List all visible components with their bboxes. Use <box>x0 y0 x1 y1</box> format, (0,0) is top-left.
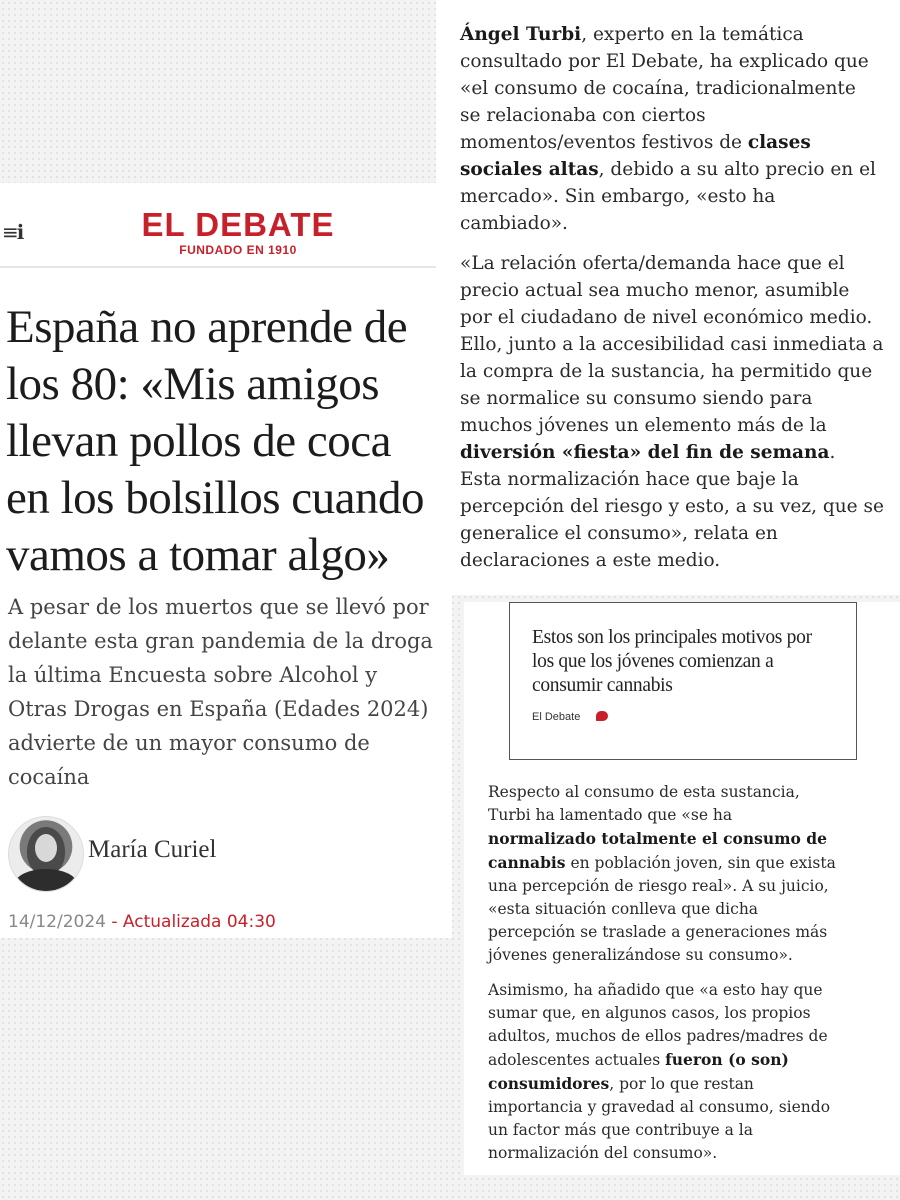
paragraph-line: una percepción de riesgo real». A su juicio, <box>488 877 829 895</box>
paragraph-line: Ángel Turbi, experto en la temática <box>460 24 804 45</box>
menu-icon[interactable]: ≡ℹ <box>2 220 23 244</box>
paragraph-line: adultos, muchos de ellos padres/madres de <box>488 1027 828 1045</box>
site-logo[interactable] <box>120 207 356 257</box>
paragraph-line: «La relación oferta/demanda hace que el <box>460 253 845 274</box>
paragraph-line: generalice el consumo», relata en <box>460 523 778 544</box>
lede-line: la última Encuesta sobre Alcohol y <box>8 663 378 687</box>
paragraph-line: declaraciones a este medio. <box>460 550 721 571</box>
paragraph-line: mercado». Sin embargo, «esto ha <box>460 186 776 207</box>
comment-bubble-icon <box>596 711 608 721</box>
lede-line: advierte de un mayor consumo de <box>8 731 370 755</box>
logo-subtitle: FUNDADO EN 1910 <box>179 243 297 257</box>
lede-line: Otras Drogas en España (Edades 2024) <box>8 697 429 721</box>
paragraph-line: consultado por El Debate, ha explicado que <box>460 51 869 72</box>
paragraph-line: Turbi ha lamentado que «se ha <box>488 806 733 824</box>
paragraph-line: «el consumo de cocaína, tradicionalmente <box>460 78 856 99</box>
paragraph-line: se relacionaba con ciertos <box>460 105 706 126</box>
author-avatar[interactable] <box>8 816 84 892</box>
paragraph-line: por el ciudadano de nivel económico medio. <box>460 307 873 328</box>
paragraph-line: normalización del consumo». <box>488 1144 718 1162</box>
article-headline <box>6 299 452 584</box>
headline-line: España no aprende de <box>6 301 408 353</box>
lede-line: cocaína <box>8 765 90 789</box>
paragraph-line: normalizado totalmente el consumo de <box>488 829 827 848</box>
logo-title: EL DEBATE <box>141 206 335 243</box>
paragraph-line: consumidores, por lo que restan <box>488 1074 754 1093</box>
paragraph-line: precio actual sea mucho menor, asumible <box>460 280 850 301</box>
continuation-card <box>464 602 900 1175</box>
updated-time: - Actualizada 04:30 <box>111 912 276 932</box>
related-article-source: El Debate <box>532 711 581 723</box>
article-lede <box>8 590 452 794</box>
paragraph-line: «esta situación conlleva que dicha <box>488 900 759 918</box>
lede-line: delante esta gran pandemia de la droga <box>8 629 433 653</box>
paragraph-line: cannabis en población joven, sin que exista <box>488 853 836 872</box>
paragraph-line: momentos/eventos festivos de clases <box>460 132 811 153</box>
paragraph-line: la compra de la sustancia, ha permitido que <box>460 361 873 382</box>
headline-line: llevan pollos de coca <box>6 415 391 467</box>
paragraph-line: jóvenes generalizándose su consumo». <box>488 946 793 964</box>
header-divider <box>0 266 452 268</box>
paragraph-line: sumar que, en algunos casos, los propios <box>488 1004 811 1022</box>
paragraph-line: un factor más que contribuye a la <box>488 1121 753 1139</box>
date-row <box>8 912 276 932</box>
publish-date: 14/12/2024 <box>8 912 106 932</box>
paragraph-line: sociales altas, debido a su alto precio en el <box>460 159 876 180</box>
paragraph-line: percepción del riesgo y esto, a su vez, que se <box>460 496 884 517</box>
paragraph-line: importancia y gravedad al consumo, siendo <box>488 1098 831 1116</box>
headline-line: vamos a tomar algo» <box>6 529 390 581</box>
continuation-body <box>488 781 898 1165</box>
paragraph-line: cambiado». <box>460 213 568 234</box>
paragraph-line: muchos jóvenes un elemento más de la <box>460 415 827 436</box>
related-article-link[interactable] <box>509 602 857 760</box>
related-article-title[interactable]: Estos son los principales motivos por los que los jóvenes comienzan a consumir cannabis <box>532 627 812 696</box>
lede-line: A pesar de los muertos que se llevó por <box>8 595 429 619</box>
article-header-card <box>0 183 452 938</box>
author-name[interactable]: María Curiel <box>88 836 217 863</box>
headline-line: en los bolsillos cuando <box>6 472 424 524</box>
paragraph-line: se normalice su consumo siendo para <box>460 388 813 409</box>
paragraph-line: Respecto al consumo de esta sustancia, <box>488 783 800 801</box>
paragraph-line: diversión «fiesta» del fin de semana. <box>460 442 836 463</box>
quote-text-card <box>436 0 900 595</box>
paragraph-line: adolescentes actuales fueron (o son) <box>488 1050 789 1069</box>
headline-line: los 80: «Mis amigos <box>6 358 380 410</box>
paragraph-line: Asimismo, ha añadido que «a esto hay que <box>488 981 823 999</box>
paragraph-line: Ello, junto a la accesibilidad casi inmediata a <box>460 334 884 355</box>
paragraph-line: percepción se traslade a generaciones más <box>488 923 828 941</box>
paragraph-line: Esta normalización hace que baje la <box>460 469 799 490</box>
quote-body <box>460 21 900 574</box>
